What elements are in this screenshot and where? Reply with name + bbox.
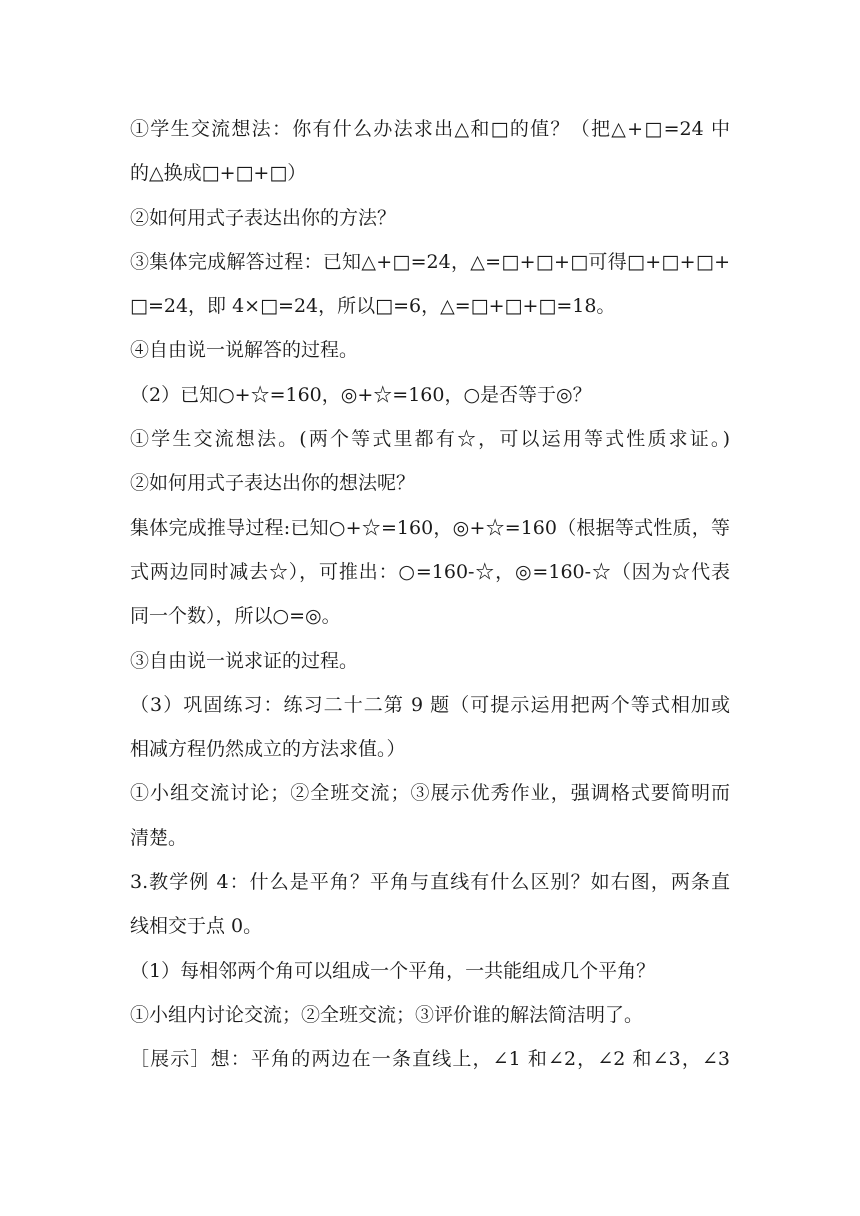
- text-line-2: 的△换成□+□+□）: [130, 162, 307, 185]
- text-line-15: 相减方程仍然成立的方法求值。）: [130, 738, 406, 761]
- text-line-9: ②如何用式子表达出你的想法呢？: [130, 472, 416, 495]
- text-line-13: ③自由说一说求证的过程。: [130, 649, 359, 672]
- text-line-5: □=24，即 4×□=24，所以□=6，△=□+□+□=18。: [130, 295, 616, 318]
- text-line-3: ②如何用式子表达出你的方法？: [130, 206, 397, 229]
- document-body: [130, 107, 730, 1082]
- text-line-4: ③集体完成解答过程：已知△+□=24，△=□+□+□可得□+□+□+: [130, 250, 730, 273]
- text-line-19: 线相交于点 0。: [130, 915, 263, 938]
- text-line-10: 集体完成推导过程:已知○+☆=160，◎+☆=160（根据等式性质，等: [130, 516, 730, 539]
- text-line-6: ④自由说一说解答的过程。: [130, 339, 359, 362]
- text-line-14: （3）巩固练习：练习二十二第 9 题（可提示运用把两个等式相加或: [130, 693, 730, 716]
- text-line-12: 同一个数），所以○=◎。: [130, 605, 341, 628]
- text-line-18: 3.教学例 4：什么是平角？平角与直线有什么区别？如右图，两条直: [130, 871, 730, 894]
- text-line-7: （2）已知○+☆=160，◎+☆=160，○是否等于◎？: [130, 383, 592, 406]
- text-line-8: ①学生交流想法。(两个等式里都有☆，可以运用等式性质求证。): [130, 428, 730, 451]
- text-line-1: ①学生交流想法：你有什么办法求出△和□的值？（把△+□=24 中: [130, 118, 730, 140]
- text-line-16: ①小组交流讨论；②全班交流；③展示优秀作业，强调格式要简明而: [130, 782, 730, 805]
- text-line-11: 式两边同时减去☆），可推出：○=160-☆，◎=160-☆（因为☆代表: [130, 560, 730, 583]
- text-line-20: （1）每相邻两个角可以组成一个平角，一共能组成几个平角？: [130, 959, 656, 982]
- text-line-22: ［展示］想：平角的两边在一条直线上，∠1 和∠2，∠2 和∠3，∠3: [130, 1048, 730, 1071]
- text-line-21: ①小组内讨论交流；②全班交流；③评价谁的解法简洁明了。: [130, 1003, 644, 1026]
- text-line-17: 清楚。: [130, 826, 188, 849]
